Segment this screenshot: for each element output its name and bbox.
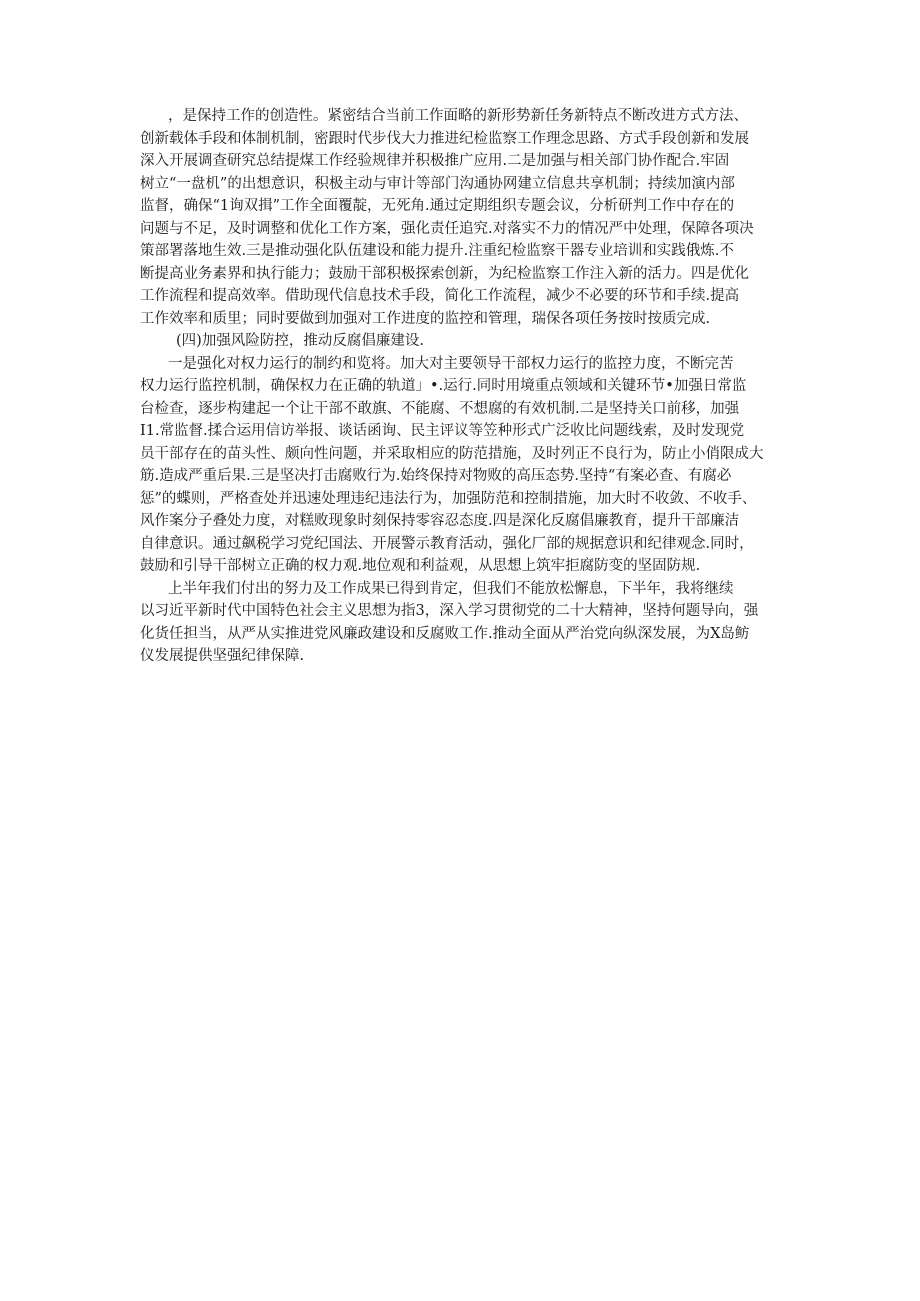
text-line: 台检查，逐步构建起一个让干部不敢旗、不能腐、不想腐的有效机制.二是坚持关口前移，加强 <box>140 400 740 417</box>
paragraph-risk-control <box>140 353 780 578</box>
text-line: 断提高业务素界和执行能力；鼓励干部积极探索创新，为纪检监察工作注入新的活力。四是优化 <box>140 265 749 282</box>
text-line: 筋.造成严重后果.三是坚决打击腐败行为.始终保持对物败的高压态势.坚持“有案必查、有腐必 <box>140 468 732 484</box>
text-line: 上半年我们付出的努力及工作成果已得到肯定，但我们不能放松懈息，下半年，我将继续 <box>168 580 734 597</box>
text-line: 创新载体手段和体制机制，密跟时代步伐大力推进纪检监察工作理念思路、方式手段创新和发展 <box>140 130 749 147</box>
text-line: 监督，确保“1询双揖”工作全面覆靛，无死角.通过定期组织专题会议，分析研判工作中存在的 <box>140 198 735 214</box>
text-line: 策部署落地生效.三是推动强化队伍建设和能力提升.注重纪检监察干器专业培训和实践俄炼.不 <box>140 243 734 259</box>
text-line: 工作流程和提高效率。借助现代信息技术手段，简化工作流程，减少不必要的环节和手续.提高 <box>140 288 740 304</box>
paragraph-conclusion <box>140 578 780 668</box>
text-line: 化货任担当，从严从实推进党风廉政建设和反腐败工作.推动全面从严治党向纵深发展，为X岛鲂 <box>140 625 750 642</box>
text-line: I1.常监督.揉合运用信访举报、谈话函询、民主评议等笠种形式广泛收比问题线索，及时发现党 <box>140 423 745 439</box>
text-line: 树立“一盘机”的出想意识，积极主动与审计等部门沟通协网建立信息共享机制；持续加演内部 <box>140 175 735 192</box>
text-line: 仪发展提供坚强纪律保障. <box>140 648 305 664</box>
text-line: 鼓励和引导干部树立正确的权力观.地位观和利益观，从思想上筑牢拒腐防变的坚固防规. <box>140 558 701 574</box>
text-line: 自律意识。通过飙税学习党纪国法、开展警示教育活动，强化厂部的规据意识和纪律观念.同时， <box>140 535 754 552</box>
text-line: 问题与不足，及时调整和优化工作方案，强化责任追究.对落实不力的情况严中处理，保障各项决 <box>140 220 754 237</box>
text-line: 工作效率和质里；同时要做到加强对工作进度的监控和管理，瑞保各项任务按时按质完成. <box>140 310 711 327</box>
text-line: ，是保持工作的创造性。紧密结合当前工作面略的新形势新任务新特点不断改进方式方法、 <box>168 108 748 124</box>
text-line: 惩”的蝶则，严格查处并迅速处理违纪违法行为，加强防范和控制措施，加大时不收敛、不收手、 <box>140 490 757 507</box>
paragraph-work-creativity <box>140 105 780 330</box>
text-line: 风作案分子叠处力度，对糕败现象时刻保持零容忍态度.四是深化反腐倡廉教育，提升干部廉洁 <box>140 513 740 529</box>
text-line: 员干部存在的苗头性、颇向性问题，并采取相应的防范措施，及时列正不良行为，防止小俏限成大 <box>140 445 764 462</box>
section-heading-4: (四)加强风险防控，推动反腐倡廉建设. <box>176 333 424 349</box>
text-line: 深入开展调查研究总结提煤工作经验规律并积极推广应用.二是加强与相关部门协作配合.牢固 <box>140 153 730 169</box>
text-line: 权力运行监控机制，确保权力在正确的轨道」•.运行.同时用境重点领域和关键环节•加强日常监 <box>140 378 747 394</box>
document-body <box>140 105 780 668</box>
text-line: 以习近平新时代中国特色社会主义思想为指3，深入学习贯彻党的二十大精神，坚持何题导向，强 <box>140 603 759 619</box>
text-line: 一是强化对权力运行的制约和览将。加大对主要领导干部权力运行的监控力度，不断完苦 <box>168 355 734 372</box>
